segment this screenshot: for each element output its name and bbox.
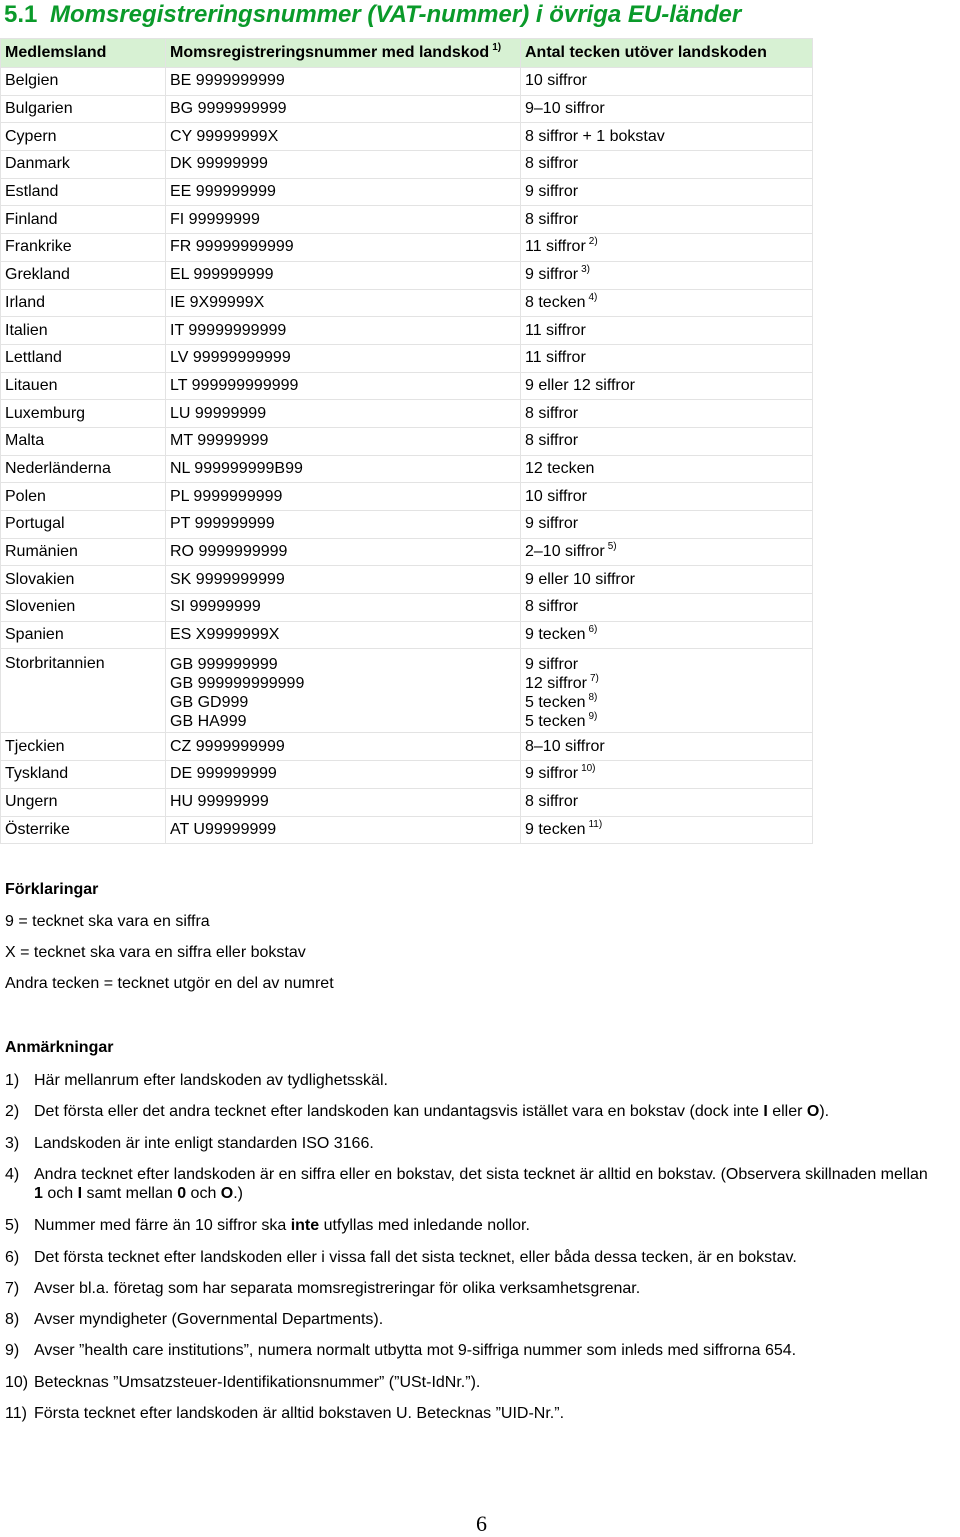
vat-code-cell: DE 999999999 — [166, 761, 521, 789]
table-row — [1, 594, 813, 622]
char-count-cell: 9 siffror — [521, 511, 813, 539]
vat-code-cell: FR 99999999999 — [166, 234, 521, 262]
section-title-text: Momsregistreringsnummer (VAT-nummer) i övriga EU-länder — [50, 1, 742, 28]
remark-number: 9) — [5, 1342, 20, 1359]
table-row — [1, 733, 813, 761]
country-cell: Spanien — [1, 621, 166, 649]
country-cell: Luxemburg — [1, 400, 166, 428]
char-count-cell: 8 siffror — [521, 400, 813, 428]
remark-item: 10) Betecknas ”Umsatzsteuer-Identifikationsnummer” (”USt-IdNr.”). — [5, 1374, 481, 1391]
table-row — [1, 816, 813, 844]
explanation-item: 9 = tecknet ska vara en siffra — [5, 913, 210, 930]
remark-item: 2) Det första eller det andra tecknet efter landskoden kan undantagsvis istället vara en bokstav (dock inte I eller O). — [5, 1103, 830, 1120]
footnote-ref: 7) — [589, 673, 599, 685]
table-row — [1, 372, 813, 400]
remark-item: 3) Landskoden är inte enligt standarden ISO 3166. — [5, 1135, 374, 1152]
country-cell: Malta — [1, 427, 166, 455]
char-count-cell: 8 siffror — [521, 151, 813, 179]
footnote-ref: 10) — [581, 763, 596, 775]
char-count-cell: 11 siffror $^{2)}$ — [521, 234, 813, 262]
footnote-ref: 6) — [588, 624, 598, 636]
remark-item: 8) Avser myndigheter (Governmental Departments). — [5, 1311, 384, 1328]
footnote-ref: 11) — [588, 818, 603, 830]
footnote-ref: 5) — [607, 541, 617, 553]
country-cell: Slovakien — [1, 566, 166, 594]
vat-code-cell: IT 99999999999 — [166, 317, 521, 345]
country-cell: Tjeckien — [1, 733, 166, 761]
char-count-cell: 11 siffror — [521, 344, 813, 372]
table-row — [1, 761, 813, 789]
vat-code-cell: AT U99999999 — [166, 816, 521, 844]
country-cell: Rumänien — [1, 538, 166, 566]
table-row — [1, 317, 813, 345]
country-cell: Storbritannien — [1, 649, 166, 733]
char-count-cell: 2–10 siffror $^{5)}$ — [521, 538, 813, 566]
explanation-item: X = tecknet ska vara en siffra eller bokstav — [5, 944, 306, 961]
vat-code-cell: BG 9999999999 — [166, 95, 521, 123]
table-row — [1, 68, 813, 96]
vat-code-cell: CZ 9999999999 — [166, 733, 521, 761]
remark-item: 7) Avser bl.a. företag som har separata momsregistreringar för olika verksamhetsgrenar. — [5, 1280, 641, 1297]
country-cell: Finland — [1, 206, 166, 234]
vat-number-table — [0, 38, 813, 844]
char-count-cell: 8 siffror — [521, 206, 813, 234]
explanations-heading: Förklaringar — [5, 881, 99, 898]
country-cell: Ungern — [1, 788, 166, 816]
section-number: 5.1 — [4, 1, 38, 28]
table-row — [1, 483, 813, 511]
country-cell: Belgien — [1, 68, 166, 96]
char-count-cell: 8 tecken $^{4)}$ — [521, 289, 813, 317]
table-row — [1, 289, 813, 317]
table-row — [1, 178, 813, 206]
footnote-ref: 2) — [588, 236, 598, 248]
table-row — [1, 261, 813, 289]
country-cell: Estland — [1, 178, 166, 206]
country-cell: Lettland — [1, 344, 166, 372]
table-row — [1, 455, 813, 483]
char-count-cell: 9 tecken $^{11)}$ — [521, 816, 813, 844]
char-count-cell: 9 siffror $^{3)}$ — [521, 261, 813, 289]
remark-number: 6) — [5, 1249, 20, 1266]
vat-code-cell: NL 999999999B99 — [166, 455, 521, 483]
remark-item: 9) Avser ”health care institutions”, numera normalt utbytta mot 9-siffriga nummer som inleds med siffrorna 654. — [5, 1342, 797, 1359]
char-count-cell: 9 siffror $^{10)}$ — [521, 761, 813, 789]
table-row — [1, 400, 813, 428]
remark-number: 5) — [5, 1217, 20, 1234]
char-count-cell: 12 tecken — [521, 455, 813, 483]
country-cell: Nederländerna — [1, 455, 166, 483]
table-header-row — [1, 39, 813, 68]
vat-code-cell: LU 99999999 — [166, 400, 521, 428]
remark-number: 1) — [5, 1072, 20, 1089]
header-footnote-ref: 1) — [492, 42, 502, 53]
vat-code-cell: MT 99999999 — [166, 427, 521, 455]
section-title — [4, 0, 741, 30]
char-count-cell: 8 siffror — [521, 427, 813, 455]
country-cell: Portugal — [1, 511, 166, 539]
remark-item: 5) Nummer med färre än 10 siffror ska inte utfyllas med inledande nollor. — [5, 1217, 530, 1234]
country-cell: Italien — [1, 317, 166, 345]
char-count-cell: 9 siffror 12 siffror $^{7)}$ 5 tecken $^{8)}$ 5 tecken $^{9)}$ — [521, 649, 813, 733]
remarks-heading: Anmärkningar — [5, 1039, 114, 1056]
country-cell: Polen — [1, 483, 166, 511]
remark-item: 4) Andra tecknet efter landskoden är en siffra eller en bokstav, det sista tecknet är alltid en bokstav. (Observera skillnaden mellan 1 och I samt mellan 0 och O.) — [5, 1166, 928, 1202]
table-row — [1, 427, 813, 455]
char-count-cell: 11 siffror — [521, 317, 813, 345]
remark-number: 3) — [5, 1135, 20, 1152]
vat-code-cell: RO 9999999999 — [166, 538, 521, 566]
country-cell: Litauen — [1, 372, 166, 400]
vat-code-cell: PL 9999999999 — [166, 483, 521, 511]
vat-code-cell: LV 99999999999 — [166, 344, 521, 372]
footnote-ref: 3) — [581, 264, 590, 276]
remark-number: 2) — [5, 1103, 20, 1120]
table-row — [1, 511, 813, 539]
header-char-count: Antal tecken utöver landskoden — [521, 39, 813, 68]
footnote-ref: 4) — [588, 291, 598, 303]
vat-code-cell: PT 999999999 — [166, 511, 521, 539]
remark-item: 6) Det första tecknet efter landskoden eller i vissa fall det sista tecknet, eller båda dessa tecken, är en bokstav. — [5, 1249, 797, 1266]
char-count-cell: 10 siffror — [521, 483, 813, 511]
footnote-ref: 8) — [588, 692, 598, 704]
table-row — [1, 649, 813, 733]
table-row — [1, 234, 813, 262]
char-count-cell: 9–10 siffror — [521, 95, 813, 123]
vat-code-cell: ES X9999999X — [166, 621, 521, 649]
table-row — [1, 206, 813, 234]
country-cell: Österrike — [1, 816, 166, 844]
char-count-cell: 9 eller 10 siffror — [521, 566, 813, 594]
footnote-ref: 9) — [588, 711, 598, 723]
vat-code-cell: SK 9999999999 — [166, 566, 521, 594]
table-row — [1, 538, 813, 566]
remark-item: 11) Första tecknet efter landskoden är alltid bokstaven U. Betecknas ”UID-Nr.”. — [5, 1405, 565, 1422]
table-row — [1, 344, 813, 372]
char-count-cell: 8–10 siffror — [521, 733, 813, 761]
table-row — [1, 151, 813, 179]
char-count-cell: 8 siffror — [521, 788, 813, 816]
remark-item: 1) Här mellanrum efter landskoden av tydlighetsskäl. — [5, 1072, 388, 1089]
vat-code-cell: LT 999999999999 — [166, 372, 521, 400]
char-count-cell: 9 tecken $^{6)}$ — [521, 621, 813, 649]
char-count-cell: 8 siffror + 1 bokstav — [521, 123, 813, 151]
vat-code-cell: HU 99999999 — [166, 788, 521, 816]
header-member-state: Medlemsland — [1, 39, 166, 68]
header-vat-number: Momsregistreringsnummer med landskod $^{1)}$ — [166, 39, 521, 68]
page-number: 6 — [476, 1511, 487, 1536]
char-count-cell: 8 siffror — [521, 594, 813, 622]
remark-number: 7) — [5, 1280, 20, 1297]
table-row — [1, 621, 813, 649]
table-row — [1, 566, 813, 594]
country-cell: Tyskland — [1, 761, 166, 789]
vat-code-cell: SI 99999999 — [166, 594, 521, 622]
remark-number: 10) — [5, 1374, 29, 1391]
vat-code-cell: GB 999999999 GB 999999999999 GB GD999 GB HA999 — [166, 649, 521, 733]
vat-code-cell: BE 9999999999 — [166, 68, 521, 96]
explanation-item: Andra tecken = tecknet utgör en del av numret — [5, 975, 334, 992]
country-cell: Danmark — [1, 151, 166, 179]
vat-code-cell: IE 9X99999X — [166, 289, 521, 317]
vat-code-cell: DK 99999999 — [166, 151, 521, 179]
country-cell: Frankrike — [1, 234, 166, 262]
vat-code-cell: FI 99999999 — [166, 206, 521, 234]
char-count-cell: 9 siffror — [521, 178, 813, 206]
country-cell: Grekland — [1, 261, 166, 289]
table-row — [1, 95, 813, 123]
remark-number: 11) — [5, 1405, 27, 1422]
country-cell: Slovenien — [1, 594, 166, 622]
country-cell: Bulgarien — [1, 95, 166, 123]
remark-number: 8) — [5, 1311, 20, 1328]
char-count-cell: 10 siffror — [521, 68, 813, 96]
vat-code-cell: CY 99999999X — [166, 123, 521, 151]
country-cell: Irland — [1, 289, 166, 317]
char-count-cell: 9 eller 12 siffror — [521, 372, 813, 400]
table-row — [1, 123, 813, 151]
table-row — [1, 788, 813, 816]
vat-code-cell: EE 999999999 — [166, 178, 521, 206]
vat-code-cell: EL 999999999 — [166, 261, 521, 289]
country-cell: Cypern — [1, 123, 166, 151]
remark-number: 4) — [5, 1166, 20, 1183]
